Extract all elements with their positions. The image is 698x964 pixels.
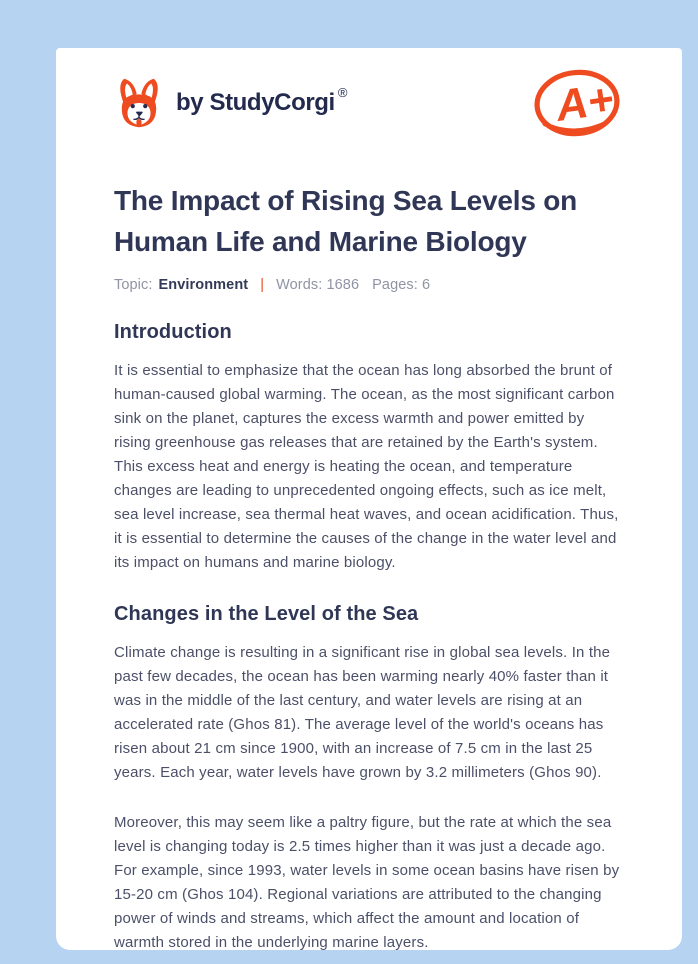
grade-text: A+ (552, 74, 617, 131)
document-card (56, 48, 682, 950)
paragraph: Moreover, this may seem like a paltry figure, but the rate at which the sea level is changing today is 2.5 times higher than it was just a decade ago. For example, since 1993, water levels in some ocean basins have risen by 15-20 cm (Ghos 104). Regional variations are attributed to the changing power of winds and streams, which affect the amount and location of warmth stored in the underlying marine layers. (114, 814, 620, 950)
studycorgi-logo-link[interactable] (114, 75, 347, 131)
paragraph: Climate change is resulting in a significant rise in global sea levels. In the past few decades, the ocean has been warming nearly 40% faster than it was in the middle of the last century, and water levels are rising at an accelerated rate (Ghos 81). The average level of the world's oceans has risen about 21 cm since 1900, with an increase of 7.5 cm in the last 25 years. Each year, water levels have grown by 3.2 millimeters (Ghos 90). (114, 644, 611, 781)
section-heading: Changes in the Level of the Sea (114, 603, 419, 625)
page-count: Pages: 6 (372, 277, 431, 293)
section-heading: Introduction (114, 321, 232, 343)
section-changes-sea-level (114, 601, 624, 950)
corgi-logo-icon (114, 75, 164, 131)
document-meta (114, 277, 624, 293)
page-title: The Impact of Rising Sea Levels on Human Life and Marine Biology (114, 185, 578, 257)
topic-link[interactable]: Environment (158, 277, 249, 293)
header-row (114, 62, 624, 144)
word-count: Words: 1686 (276, 277, 360, 293)
logo-text: by StudyCorgi ® (176, 85, 347, 116)
registered-trademark: ® (337, 85, 347, 100)
topic-label: Topic: (114, 277, 153, 293)
paragraph: It is essential to emphasize that the ocean has long absorbed the brunt of human-caused global warming. The ocean, as the most significant carbon sink on the planet, captures the excess warmth and power emitted by rising greenhouse gas releases that are retained by the Earth's system. This excess heat and energy is heating the ocean, and temperature changes are leading to unprecedented ongoing effects, such as ice melt, sea level increase, sea thermal heat waves, and ocean acidification. Thus, it is essential to determine the causes of the change in the water level and its impact on humans and marine biology. (114, 362, 619, 571)
section-introduction (114, 319, 624, 575)
grade-a-plus-badge (530, 63, 624, 143)
meta-separator: | (260, 277, 265, 293)
